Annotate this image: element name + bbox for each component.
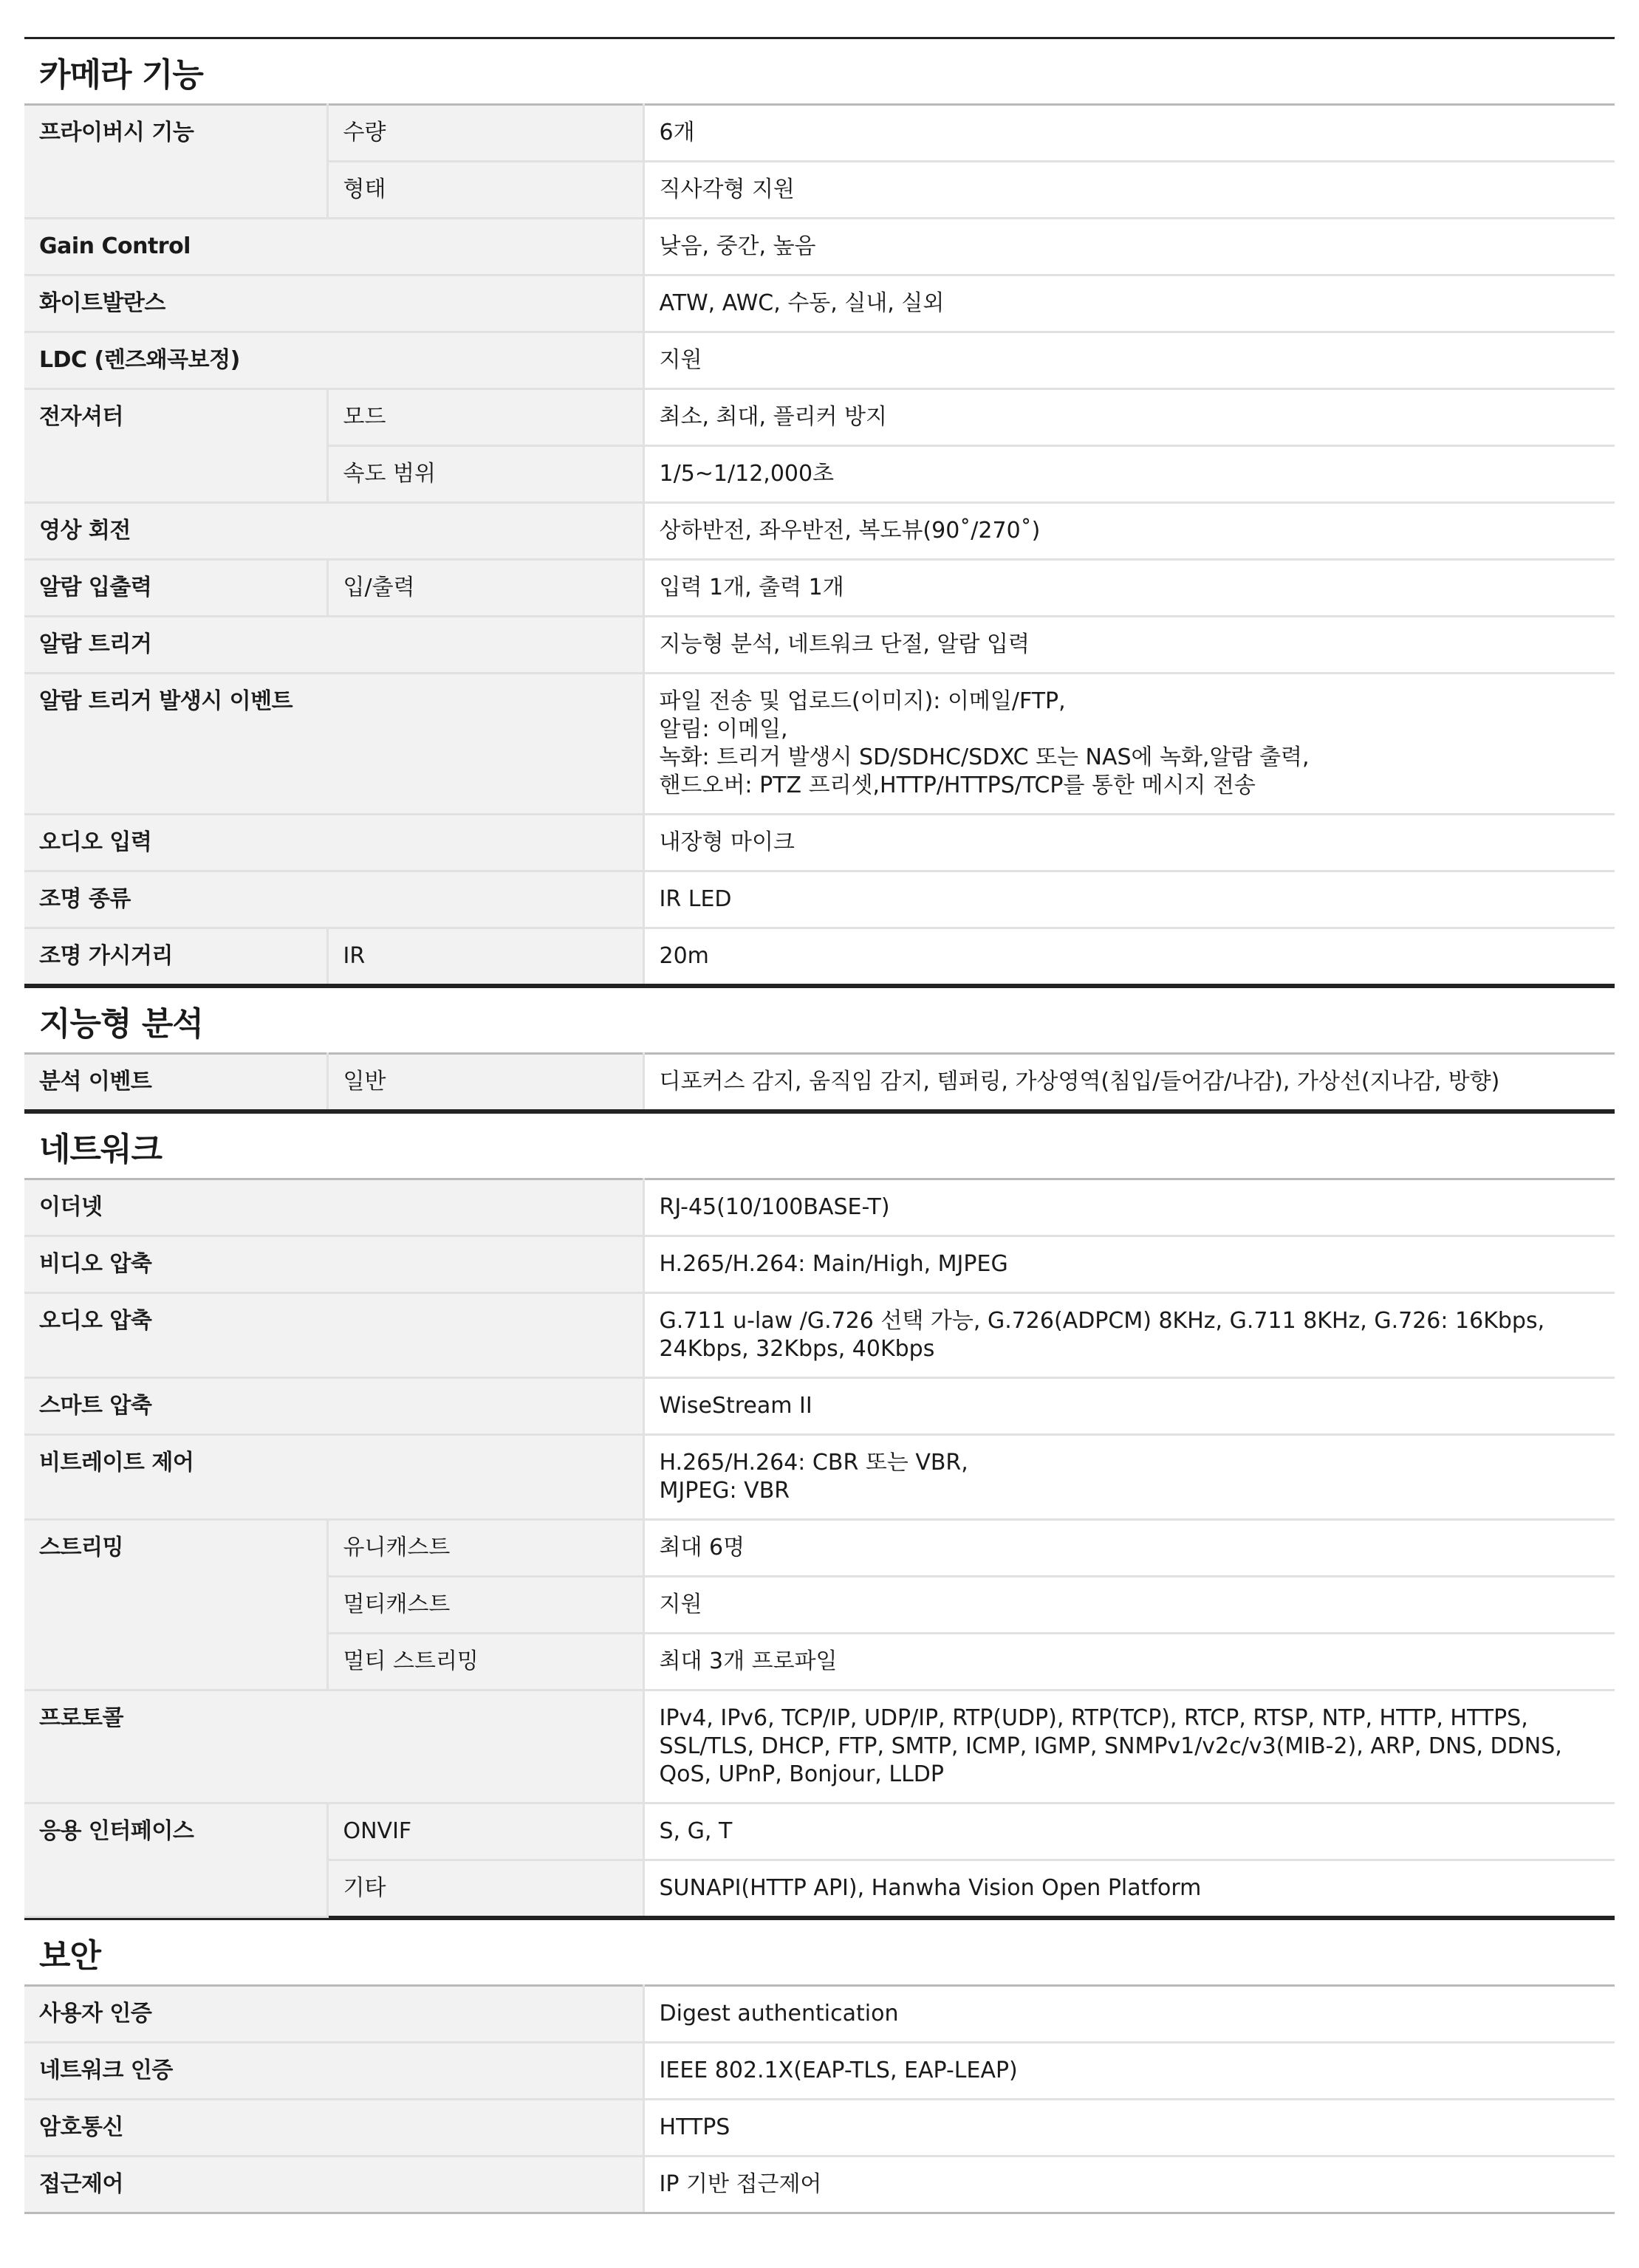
spec-category: 응용 인터페이스 xyxy=(24,1803,327,1917)
spec-table xyxy=(24,1984,1615,2214)
spec-value: 직사각형 지원 xyxy=(643,162,1615,219)
spec-value: 6개 xyxy=(643,105,1615,162)
table-row xyxy=(24,1520,1615,1577)
spec-value: 디포커스 감지, 움직임 감지, 템퍼링, 가상영역(침입/들어감/나감), 가상선(지나감, 방향) xyxy=(643,1054,1615,1111)
spec-category: 전자셔터 xyxy=(24,389,327,503)
table-row xyxy=(24,1690,1615,1803)
table-row xyxy=(24,389,1615,446)
table-row xyxy=(24,2156,1615,2213)
table-row xyxy=(24,1236,1615,1293)
spec-category: 오디오 압축 xyxy=(24,1293,643,1378)
table-row xyxy=(24,2043,1615,2100)
spec-category: 스마트 압축 xyxy=(24,1378,643,1435)
spec-value: 상하반전, 좌우반전, 복도뷰(90˚/270˚) xyxy=(643,503,1615,560)
table-row xyxy=(24,617,1615,674)
spec-value: 지원 xyxy=(643,1577,1615,1634)
spec-subcategory: 유니캐스트 xyxy=(327,1520,643,1577)
spec-value: IR LED xyxy=(643,871,1615,928)
spec-subcategory: 모드 xyxy=(327,389,643,446)
spec-category: 분석 이벤트 xyxy=(24,1054,327,1111)
spec-subcategory: IR xyxy=(327,928,643,985)
spec-category: 알람 트리거 xyxy=(24,617,643,674)
spec-value: IEEE 802.1X(EAP-TLS, EAP-LEAP) xyxy=(643,2043,1615,2100)
spec-table xyxy=(24,1178,1615,1918)
spec-subcategory: 형태 xyxy=(327,162,643,219)
table-row xyxy=(24,219,1615,275)
table-row xyxy=(24,1054,1615,1111)
table-row xyxy=(24,815,1615,871)
spec-value: 20m xyxy=(643,928,1615,985)
spec-value: 내장형 마이크 xyxy=(643,815,1615,871)
spec-value: 최대 6명 xyxy=(643,1520,1615,1577)
spec-category: LDC (렌즈왜곡보정) xyxy=(24,332,643,389)
spec-category: 알람 입출력 xyxy=(24,560,327,617)
table-row xyxy=(24,871,1615,928)
spec-subcategory: 일반 xyxy=(327,1054,643,1111)
section-title xyxy=(24,37,1615,103)
table-row xyxy=(24,2100,1615,2156)
spec-category: 사용자 인증 xyxy=(24,1986,643,2043)
spec-value: 최대 3개 프로파일 xyxy=(643,1634,1615,1690)
spec-subcategory: 속도 범위 xyxy=(327,446,643,503)
spec-value: SUNAPI(HTTP API), Hanwha Vision Open Platform xyxy=(643,1860,1615,1917)
spec-value: 지원 xyxy=(643,332,1615,389)
spec-category: 영상 회전 xyxy=(24,503,643,560)
spec-category: 조명 가시거리 xyxy=(24,928,327,985)
spec-subcategory: 멀티 스트리밍 xyxy=(327,1634,643,1690)
spec-category: 암호통신 xyxy=(24,2100,643,2156)
spec-category: 접근제어 xyxy=(24,2156,643,2213)
spec-category: 알람 트리거 발생시 이벤트 xyxy=(24,674,643,815)
spec-table xyxy=(24,103,1615,986)
spec-value: H.265/H.264: CBR 또는 VBR, MJPEG: VBR xyxy=(643,1435,1615,1520)
section-title-text: 네트워크 xyxy=(39,1130,162,1168)
spec-category: 프라이버시 기능 xyxy=(24,105,327,219)
table-row xyxy=(24,503,1615,560)
section-title-text: 지능형 분석 xyxy=(39,1004,203,1043)
spec-category: 오디오 입력 xyxy=(24,815,643,871)
section-title xyxy=(24,1918,1615,1984)
spec-subcategory: 기타 xyxy=(327,1860,643,1917)
spec-value: 최소, 최대, 플리커 방지 xyxy=(643,389,1615,446)
spec-subcategory: 입/출력 xyxy=(327,560,643,617)
spec-value: HTTPS xyxy=(643,2100,1615,2156)
table-row xyxy=(24,332,1615,389)
spec-value: S, G, T xyxy=(643,1803,1615,1860)
spec-category: 비디오 압축 xyxy=(24,1236,643,1293)
spec-value: 지능형 분석, 네트워크 단절, 알람 입력 xyxy=(643,617,1615,674)
spec-subcategory: 수량 xyxy=(327,105,643,162)
spec-category: 비트레이트 제어 xyxy=(24,1435,643,1520)
table-row xyxy=(24,1435,1615,1520)
spec-category: 화이트발란스 xyxy=(24,275,643,332)
spec-value: RJ-45(10/100BASE-T) xyxy=(643,1179,1615,1236)
spec-sheet xyxy=(24,37,1615,2214)
spec-category: Gain Control xyxy=(24,219,643,275)
spec-value: WiseStream II xyxy=(643,1378,1615,1435)
spec-value: H.265/H.264: Main/High, MJPEG xyxy=(643,1236,1615,1293)
table-row xyxy=(24,560,1615,617)
spec-category: 네트워크 인증 xyxy=(24,2043,643,2100)
spec-value: 입력 1개, 출력 1개 xyxy=(643,560,1615,617)
table-row xyxy=(24,275,1615,332)
spec-value: G.711 u-law /G.726 선택 가능, G.726(ADPCM) 8KHz, G.711 8KHz, G.726: 16Kbps, 24Kbps, 32Kbps, 40Kbps xyxy=(643,1293,1615,1378)
spec-category: 프로토콜 xyxy=(24,1690,643,1803)
section-title xyxy=(24,986,1615,1052)
table-row xyxy=(24,1986,1615,2043)
spec-subcategory: 멀티캐스트 xyxy=(327,1577,643,1634)
spec-category: 스트리밍 xyxy=(24,1520,327,1690)
table-row xyxy=(24,1293,1615,1378)
spec-subcategory: ONVIF xyxy=(327,1803,643,1860)
table-row xyxy=(24,928,1615,985)
table-row xyxy=(24,105,1615,162)
spec-value: IPv4, IPv6, TCP/IP, UDP/IP, RTP(UDP), RTP(TCP), RTCP, RTSP, NTP, HTTP, HTTPS, SSL/TLS, DHCP, FTP, SMTP, ICMP, IGMP, SNMPv1/v2c/v3(MIB-2), ARP, DNS, DDNS, QoS, UPnP, Bonjour, LLDP xyxy=(643,1690,1615,1803)
spec-category: 조명 종류 xyxy=(24,871,643,928)
section-title-text: 보안 xyxy=(39,1936,101,1975)
spec-value: Digest authentication xyxy=(643,1986,1615,2043)
spec-category: 이더넷 xyxy=(24,1179,643,1236)
table-row xyxy=(24,1378,1615,1435)
spec-value: 파일 전송 및 업로드(이미지): 이메일/FTP, 알림: 이메일, 녹화: 트리거 발생시 SD/SDHC/SDXC 또는 NAS에 녹화,알람 출력, 핸드오버: PTZ 프리셋,HTTP/HTTPS/TCP를 통한 메시지 전송 xyxy=(643,674,1615,815)
spec-value: IP 기반 접근제어 xyxy=(643,2156,1615,2213)
spec-value: 낮음, 중간, 높음 xyxy=(643,219,1615,275)
table-row xyxy=(24,1803,1615,1860)
spec-value: ATW, AWC, 수동, 실내, 실외 xyxy=(643,275,1615,332)
table-row xyxy=(24,1179,1615,1236)
table-row xyxy=(24,674,1615,815)
section-title xyxy=(24,1111,1615,1178)
section-title-text: 카메라 기능 xyxy=(39,55,203,94)
spec-value: 1/5~1/12,000초 xyxy=(643,446,1615,503)
spec-table xyxy=(24,1052,1615,1111)
